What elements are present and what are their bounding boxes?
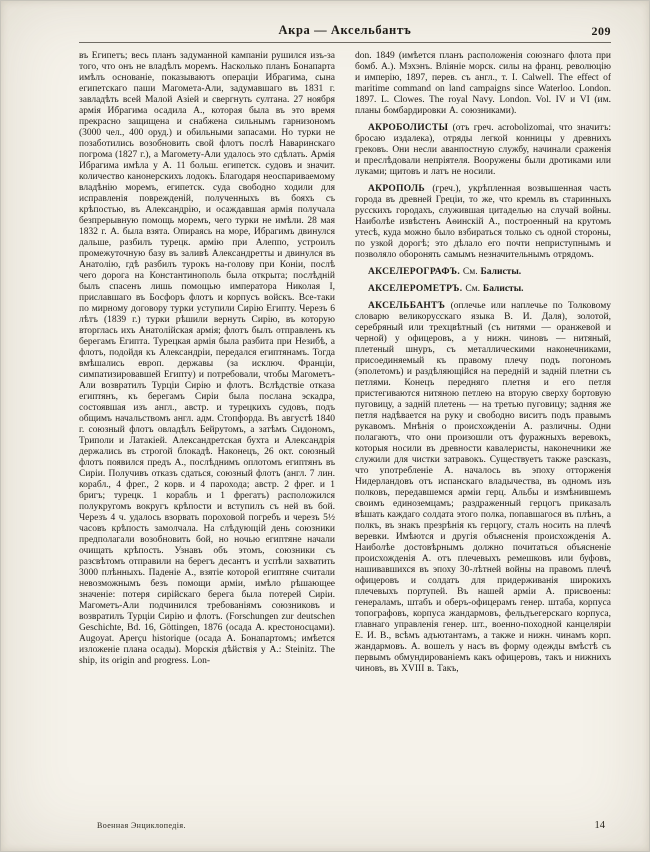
entry-term: АКСЕЛЕРОМЕТРЪ. [368,284,463,294]
left-column [79,51,335,819]
entry-akrobolisty [355,123,611,178]
header-rule [79,42,611,43]
printer-signature: Военная Энциклопедія. [97,821,186,830]
cross-reference: Балисты. [482,284,524,294]
entry-text: См. [460,267,481,277]
page-number: 209 [591,24,611,38]
article-akra-bibliography-end: don. 1849 (имѣется планъ расположенія союзнаго флота при бомб. А.). Мэхэнъ. Вліяніе морск. силы на франц. революцію и имперію, 1897, перев. съ англ., т. I. Calwell. The effect of maritime command on land campaigns since Waterloo. London. 1897. L. Clowes. The royal Navy. London. Vol. IV и VI (им. планы бомбардировки А. союзниками). [355,51,611,116]
text-columns [79,51,611,819]
entry-term: АКСЕЛЕРОГРАФЪ. [368,267,461,277]
entry-text: (греч.), укрѣпленная возвышенная часть города въ древней Греціи, то же, что кремль въ старинныхъ русскихъ городахъ, служившая цитаделью на случай войны. Наиболѣе извѣстенъ Аѳинскій А., построенный на крутомъ утесѣ, куда можно было взбираться только съ одной стороны, по узкой дорогѣ; это дѣлало его почти неприступнымъ и позволяло оборонять самымъ незначительнымъ отрядомъ. [355,184,611,260]
folio-number: 14 [594,820,605,831]
entry-term: АКРОПОЛЬ [368,184,425,194]
entry-text: (отъ греч. acrobolizomai, что значитъ: бросаю издалека), отряды легкой конницы у древнихъ грековъ. Они несли аванпостную службу, начинали сраженія и преслѣдовали непріятеля. Вооружены были дротиками или луками; щитовъ и латъ не носили. [355,123,611,177]
cross-reference: Балисты. [480,267,522,277]
article-akra-continuation: въ Египетъ; весь планъ задуманной кампаніи рушился изъ-за того, что онъ не владѣлъ моремъ. Насколько планъ Бонапарта имѣлъ основаніе, показываютъ операціи Ибрагима, сына египетскаго паши Магомета-Али, задумавшаго въ 1831 г. завладѣть всей Малой Азіей и свергнуть султана. 27 ноября армія Ибрагима осадила А., которая была въ это время прекрасно защищена и снабжена сильнымъ гарнизономъ (3000 чел., 400 оруд.) и обильными запасами. Но турки не позаботились возобновить свой флотъ послѣ Наваринскаго погрома (1827 г.), а Магомету-Али удалось это сдѣлать. Армія Ибрагима имѣла у А. 11 больш. египетск. судовъ и значит. количество канонерскихъ лодокъ. Благодаря неоспариваемому владѣнію моремъ, египетск. суда свободно ходили для исправленія поврежденій, полученныхъ въ бояхъ съ крѣпостью, въ Александрію, и осаждавшая армія получала безпрерывную помощь моремъ, чего турки не имѣли. 28 мая 1832 г. А. была взята. Опираясь на море, Ибрагимъ двинулся дальше, разбилъ турецк. армію при Алеппо, устроилъ промежуточную базу въ заливѣ Александретты и двинулся въ Анатолію, гдѣ разбилъ турокъ на-голову при Коніи, послѣ чего дорога на Константинополь была открыта; послѣдній былъ спасенъ лишь помощью императора Николая I, приславшаго въ Босфоръ флотъ и корпусъ войскъ. Все-таки по мирному договору турки уступили Сирію Египту. Черезъ 6 лѣтъ (1839 г.) турки рѣшили вернуть Сирію, въ которую вторглась ихъ Анатолійская армія; флотъ былъ отправленъ къ берегамъ Египта. Турецкая армія была разбита при Незибѣ, а флотъ, подойдя къ Александріи, передался египтянамъ. Тогда вмѣшались европ. державы (за исключ. Франціи, симпатизировавшей Египту) и потребовали, чтобы Магометъ-Али возвратилъ Турціи Сирію и флотъ. Вслѣдствіе отказа египтянъ, къ берегамъ Сиріи была послана эскадра, состоявшая изъ англ., австр. и турецкихъ судовъ, подъ общимъ начальствомъ англ. адм. Стопфорда. Въ августѣ 1840 г. союзный флотъ овладѣлъ Бейрутомъ, а затѣмъ Сидономъ, Триполи и Латакіей. Александретская бухта и Александрія держались въ строгой блокадѣ. Наконецъ, 26 окт. союзный флотъ появился предъ А., послѣднимъ оплотомъ египтянъ въ Сиріи. Получивъ отказъ сдаться, союзный флотъ (англ. 7 лин. корабл., 4 фрег., 2 корв. и 4 парохода; австр. 2 фрег. и 1 бригъ; турецк. 1 корабль и 1 фрегатъ) расположился полукругомъ вокругъ крѣпости и вступилъ съ ней въ бой. Черезъ 4 ч. удалось взорвать пороховой погребъ и черезъ 5½ часовъ крѣпость замолчала. На слѣдующій день союзники предполагали возобновить бой, но ночью египтяне начали очищать крѣпость. Узнавъ объ этомъ, союзники съ разсвѣтомъ отправили на берегъ десантъ и успѣли захватить 3000 плѣнныхъ. Паденіе А., взятіе которой египтяне считали невозможнымъ безъ помощи арміи, имѣло рѣшающее значеніе: потеря сирійскаго берега была потерей Сиріи. Магометъ-Али подчинился требованіямъ союзниковъ и возвратилъ Турціи Сирію и флотъ. (Forschungen zur deutschen Geschichte, Bd. 16, Göttingen, 1876 (осада А. крестоносцами). Augoyat. Aperçu historique (осада А. Бонапартомъ; имѣется изложеніе плана осады). Морскія дѣйствія у А.: Steinitz. The ship, its origin and progress. Lon- [79,51,335,666]
entry-akselerometr [355,284,611,295]
right-column [355,51,611,819]
entry-text: См. [462,284,483,294]
entry-term: АКСЕЛЬБАНТЪ [368,301,446,311]
entry-term: АКРОБОЛИСТЫ [368,123,449,133]
entry-akselbant [355,301,611,675]
entry-text: (оплечье или наплечье по Толковому словарю великорусскаго языка В. И. Даля), золотой, серебряный или трехцвѣтный (съ нитями — оранжевой и черной) у офицеровъ, а у нижн. чиновъ — нитяный, плетеный шнуръ, съ металлическими наконечниками, присоединяемый къ правому плечу подъ погономъ (эполетомъ) и раздѣляющійся на передній и задній плетни съ петлями. Конецъ передняго плетня и его петля пристегиваются нитяною петлею на вторую сверху бортовую пуговицу, а задній плетень — на третью пуговицу; задняя же петля надѣвается на руку и свободно виситъ подъ правымъ рукавомъ. Мнѣнія о происхожденіи А. различны. Одни полагаютъ, что они произошли отъ фуражныхъ веревокъ, которыя носили въ древности кавалеристы, наконечники же служили для чистки затравокъ. Существуетъ также разсказъ, что употребленіе А. началось въ эпоху отторженія Нидерландовъ отъ испанскаго владычества, въ одномъ изъ полковъ, передавшемся арміи герц. Альбы и измѣнившемъ своимъ единоземцамъ; раздраженный герцогъ приказалъ вѣшать каждаго солдата этого полка, попавшагося въ плѣнъ, а полкъ, въ знакъ презрѣнія къ герцогу, сталъ носить на плечѣ веревки. Имѣются и другія объясненія происхожденія А. Наиболѣе достовѣрнымъ должно почитаться объясненіе происхожденія А. отъ плечевыхъ ремешковъ или буфовъ, нашивавшихся въ эпоху 30-лѣтней войны на правомъ плечѣ офицеровъ и солдатъ для придерживанія широкихъ плечевыхъ портупей. Въ нашей арміи А. присвоены: генераламъ, штабъ и оберъ-офицерамъ генер. штаба, корпуса топографовъ, корпуса жандармовъ, фельдъегерскаго корпуса, главнаго управленія генер. шт., военно-походной канцеляріи Е. И. В., всѣмъ адъютантамъ, а также и нижн. чинамъ корп. жандармовъ. А. вошелъ у насъ въ форму одежды вмѣстѣ съ первымъ обмундированіемъ какъ офицеровъ, такъ и нижнихъ чиновъ, въ XVIII в. Такъ, [355,301,611,674]
entry-akropol [355,184,611,261]
entry-akselerograf [355,267,611,278]
running-head [79,23,611,39]
header-title: Акра — Аксельбантъ [278,23,412,37]
